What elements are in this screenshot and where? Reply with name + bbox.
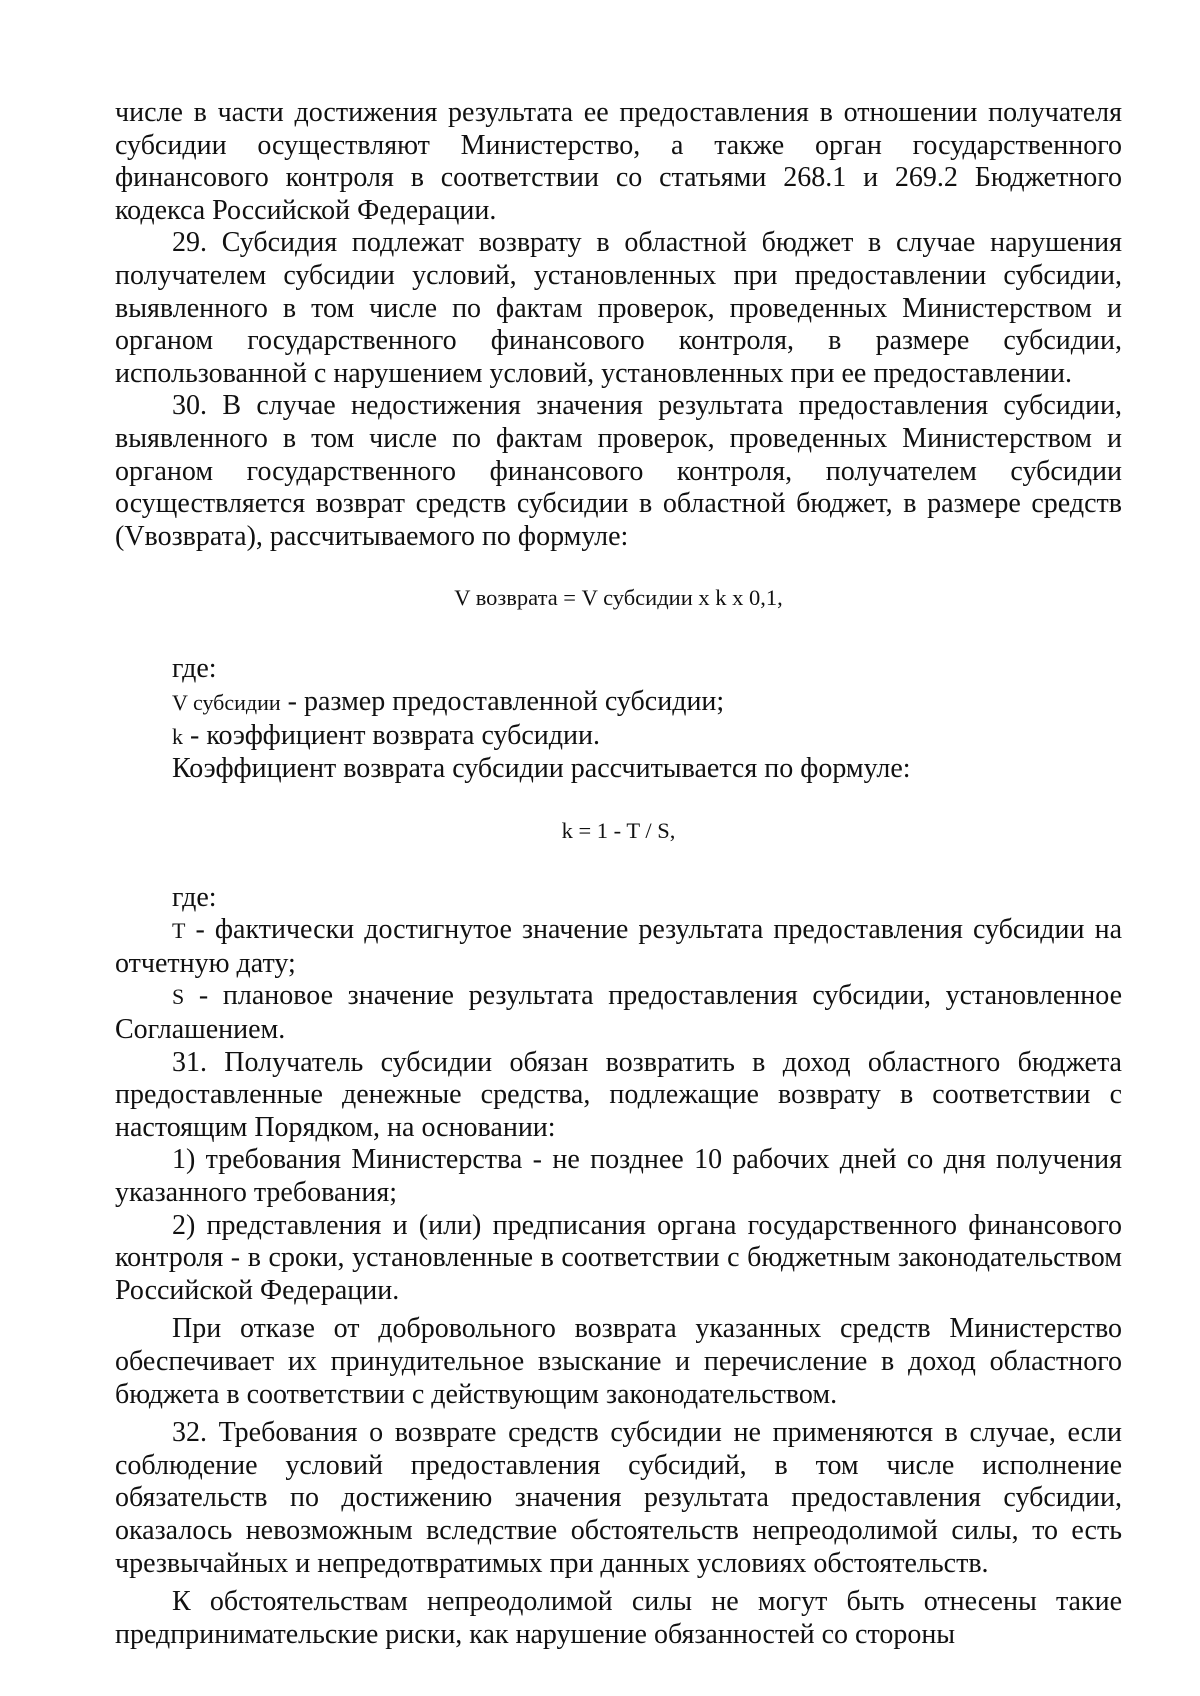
paragraph-30: 30. В случае недостижения значения результата предоставления субсидии, выявленного в том числе по фактам проверок, проведенных Министерством и органом государственного финансового контроля, получателем субсидии осуществляется возврат средств субсидии в областной бюджет, в размере средств (Vвозврата), рассчитываемого по формуле:	[115, 390, 1122, 552]
symbol-s: S	[172, 984, 185, 1010]
paragraph-31: 31. Получатель субсидии обязан возвратить в доход областного бюджета предоставленные денежные средства, подлежащие возврату в соответствии с настоящим Порядком, на основании:	[115, 1046, 1122, 1143]
definition-s-text: - плановое значение результата предоставления субсидии, установленное Соглашением.	[115, 980, 1122, 1046]
paragraph-29: 29. Субсидия подлежат возврату в областной бюджет в случае нарушения получателем субсидии условий, установленных при предоставлении субсидии, выявленного в том числе по фактам проверок, проведенных Министерством и органом государственного финансового контроля, в размере субсидии, использованной с нарушением условий, установленных при ее предоставлении.	[115, 227, 1122, 389]
paragraph-31-item-1: 1) требования Министерства - не позднее 10 рабочих дней со дня получения указанного требования;	[115, 1144, 1122, 1209]
paragraph-32: 32. Требования о возврате средств субсидии не применяются в случае, если соблюдение условий предоставления субсидий, в том числе исполнение обязательств по достижению значения результата предоставления субсидии, оказалось невозможным вследствие обстоятельств непреодолимой силы, то есть чрезвычайных и непредотвратимых при данных условиях обстоятельств.	[115, 1417, 1122, 1579]
paragraph-continuation: числе в части достижения результата ее предоставления в отношении получателя субсидии осуществляют Министерство, а также орган государственного финансового контроля в соответствии со статьями 268.1 и 269.2 Бюджетного кодекса Российской Федерации.	[115, 97, 1122, 226]
definition-k	[115, 720, 1122, 754]
paragraph-31-item-2: 2) представления и (или) предписания органа государственного финансового контроля - в сроки, установленные в соответствии с бюджетным законодательством Российской Федерации.	[115, 1209, 1122, 1306]
where-label-1: где:	[172, 653, 217, 685]
paragraph-refusal: При отказе от добровольного возврата указанных средств Министерство обеспечивает их принудительное взыскание и перечисление в доход областного бюджета в соответствии с действующим законодательством.	[115, 1313, 1122, 1410]
formula-return-amount: V возврата = V субсидии x k x 0,1,	[454, 585, 783, 611]
definition-t	[115, 914, 1122, 980]
symbol-k: k	[172, 723, 183, 749]
symbol-v-subsidy: V субсидии	[172, 689, 281, 715]
where-label-2: где:	[172, 881, 217, 913]
paragraph-force-majeure: К обстоятельствам непреодолимой силы не могут быть отнесены такие предпринимательские риски, как нарушение обязанностей со стороны	[115, 1586, 1122, 1650]
definition-v-text: - размер предоставленной субсидии;	[280, 685, 725, 717]
formula-coefficient: k = 1 - T / S,	[561, 817, 676, 843]
definition-t-text: - фактически достигнутое значение результата предоставления субсидии на отчетную дату;	[115, 914, 1122, 979]
definition-s	[115, 980, 1122, 1046]
definition-v-subsidy	[115, 686, 1122, 720]
symbol-t: T	[172, 918, 186, 944]
definition-k-text: - коэффициент возврата субсидии.	[183, 719, 601, 751]
document-page	[115, 97, 1122, 1651]
coefficient-intro: Коэффициент возврата субсидии рассчитывается по формуле:	[172, 753, 911, 785]
